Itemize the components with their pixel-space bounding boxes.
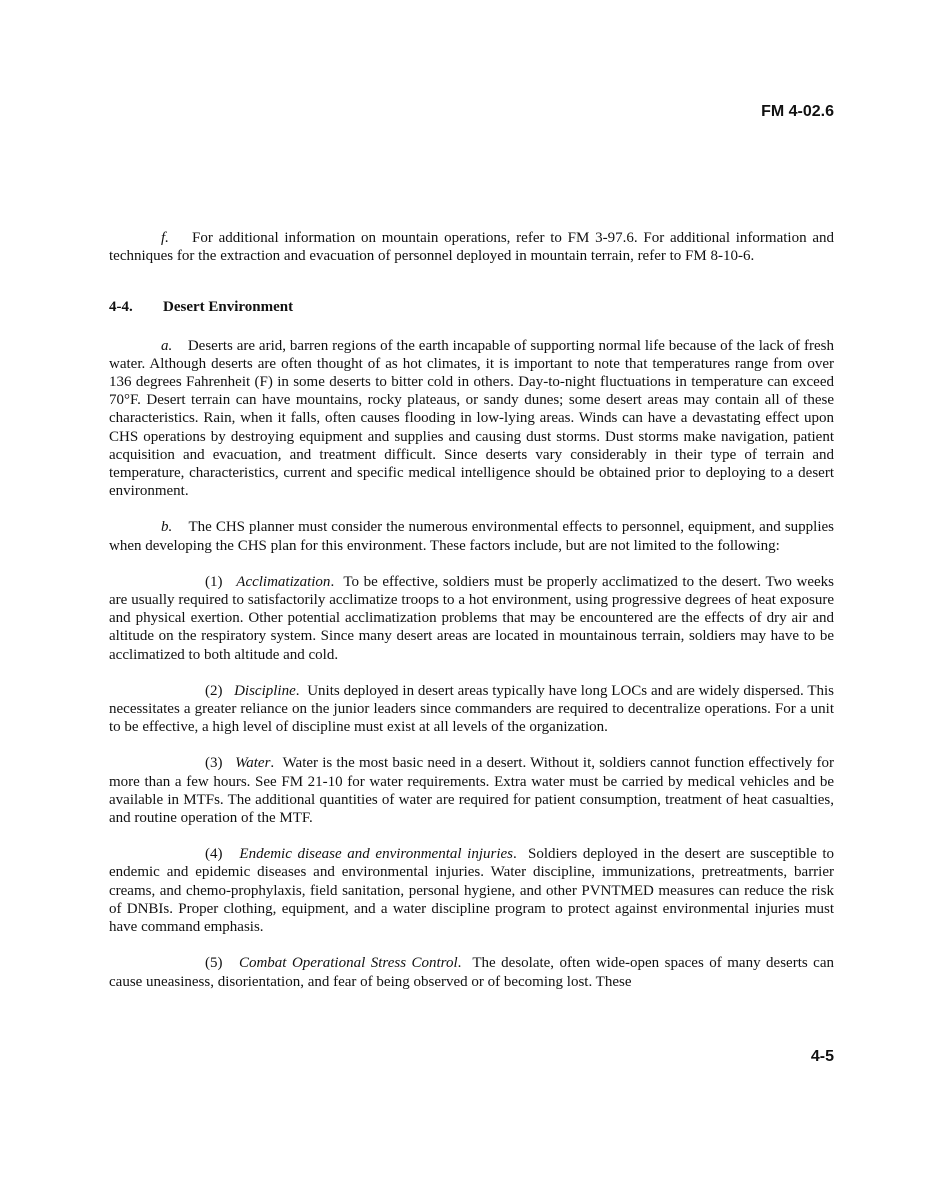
subparagraph-4: (4) Endemic disease and environmental injuries. Soldiers deployed in the desert are susceptible to endemic and epidemic diseases and environmental injuries. Water discipline, immunizations, pretreatments, barrier creams, and chemo-prophylaxis, field sanitation, personal hygiene, and other PVNTMED measures can reduce the risk of DNBIs. Proper clothing, equipment, and a water discipline program to protect against environmental injuries must have command emphasis. — [109, 846, 835, 936]
subparagraph-text: To be effective, soldiers must be properly acclimatized to the desert. Two weeks are usually required to satisfactorily acclimatize troops to a hot environment, using progressive degrees of heat exposure and physical exertion. Other potential acclimatization problems that may be encountered are the effects of dry air and altitude on the respiratory system. Since many desert areas are located in mountainous terrain, soldiers may have to be acclimatized to both altitude and cold. — [109, 573, 834, 663]
subparagraph-title: Combat Operational Stress Control — [238, 955, 458, 972]
subparagraph-text: Units deployed in desert areas typically have long LOCs and are widely dispersed. This necessitates a greater reliance on the junior leaders since commanders are required to decentralize operations. For a unit to be effective, a high level of discipline must exist at all levels of the organization. — [109, 682, 835, 736]
subparagraph-2: (2) Discipline. Units deployed in desert areas typically have long LOCs and are widely dispersed. This necessitates a greater reliance on the junior leaders since commanders are required to decentralize operations. For a unit to be effective, a high level of discipline must exist at all levels of the organization. — [109, 682, 835, 736]
subparagraph-number: (5) — [205, 955, 223, 972]
subparagraph-text: The desolate, often wide-open spaces of many deserts can cause uneasiness, disorientation, and fear of being observed or of becoming lost. These — [109, 955, 834, 990]
subparagraph-5: (5) Combat Operational Stress Control. The desolate, often wide-open spaces of many deserts can cause uneasiness, disorientation, and fear of being observed or of becoming lost. These — [109, 955, 834, 990]
paragraph-a-label: a. — [161, 337, 173, 354]
paragraph-f-label: f. — [161, 230, 169, 246]
section-heading — [109, 298, 834, 316]
subparagraph-title: Water — [235, 755, 271, 772]
page-body — [109, 229, 834, 991]
subparagraph-number: (4) — [205, 846, 223, 863]
subparagraph-text: Soldiers deployed in the desert are susceptible to endemic and epidemic diseases and environmental injuries. Water discipline, immunizations, pretreatments, barrier creams, and chemo-prophylaxis, field sanitation, personal hygiene, and other PVNTMED measures can reduce the risk of DNBIs. Proper clothing, equipment, and a water discipline program to protect against environmental injuries must have command emphasis. — [109, 846, 835, 936]
section-number: 4-4. — [109, 299, 133, 316]
subparagraph-3: (3) Water. Water is the most basic need in a desert. Without it, soldiers cannot function effectively for more than a few hours. See FM 21-10 for water requirements. Extra water must be carried by medical vehicles and be available in MTFs. The additional quantities of water are required for patient consumption, treatment of heat casualties, and routine operation of the MTF. — [109, 755, 834, 827]
subparagraph-1: (1) Acclimatization. To be effective, soldiers must be properly acclimatized to the desert. Two weeks are usually required to satisfactorily acclimatize troops to a hot environment, using progressive degrees of heat exposure and physical exertion. Other potential acclimatization problems that may be encountered are the effects of dry air and altitude on the respiratory system. Since many desert areas are located in mountainous terrain, soldiers may have to be acclimatized to both altitude and cold. — [109, 573, 834, 663]
subparagraph-number: (2) — [205, 682, 223, 699]
paragraph-a — [109, 337, 834, 501]
paragraph-a-text: Deserts are arid, barren regions of the earth incapable of supporting normal life because of the lack of fresh water. Although deserts are often thought of as hot climates, it is important to note that temperatures range from over 136 degrees Fahrenheit (F) in some deserts to bitter cold in others. Day-to-night fluctuations in temperature can exceed 70°F. Desert terrain can have mountains, rocky plateaus, or sandy dunes; some desert areas may contain all of these characteristics. Rain, when it falls, often causes flooding in low-lying areas. Winds can have a devastating effect upon CHS operations by destroying equipment and supplies and causing dust storms. Dust storms make navigation, patient acquisition and evacuation, and treatment difficult. Since deserts vary considerably in their type of terrain and temperature, characteristics, current and specific medical intelligence should be obtained prior to deploying to a desert environment. — [109, 337, 834, 500]
section-title: Desert Environment — [163, 299, 294, 316]
subparagraph-title: Acclimatization — [236, 573, 331, 590]
subparagraph-text: Water is the most basic need in a desert. Without it, soldiers cannot function effectively for more than a few hours. See FM 21-10 for water requirements. Extra water must be carried by medical vehicles and be available in MTFs. The additional quantities of water are required for patient consumption, treatment of heat casualties, and routine operation of the MTF. — [109, 755, 834, 827]
paragraph-b — [109, 518, 834, 554]
paragraph-f — [109, 229, 834, 265]
subparagraph-number: (1) — [205, 573, 223, 590]
page-number-footer: 4-5 — [810, 1048, 834, 1065]
paragraph-f-text: For additional information on mountain operations, refer to FM 3-97.6. For additional information and techniques for the extraction and evacuation of personnel deployed in mountain terrain, refer to FM 8-10-6. — [109, 230, 835, 265]
document-id-header: FM 4-02.6 — [761, 103, 834, 120]
paragraph-b-label: b. — [161, 519, 173, 536]
subparagraph-number: (3) — [205, 755, 223, 772]
paragraph-b-text: The CHS planner must consider the numerous environmental effects to personnel, equipment, and supplies when developing the CHS plan for this environment. These factors include, but are not limited to the following: — [109, 519, 834, 554]
subparagraph-title: Discipline — [234, 682, 296, 699]
subparagraph-title: Endemic disease and environmental injuries — [239, 846, 513, 863]
